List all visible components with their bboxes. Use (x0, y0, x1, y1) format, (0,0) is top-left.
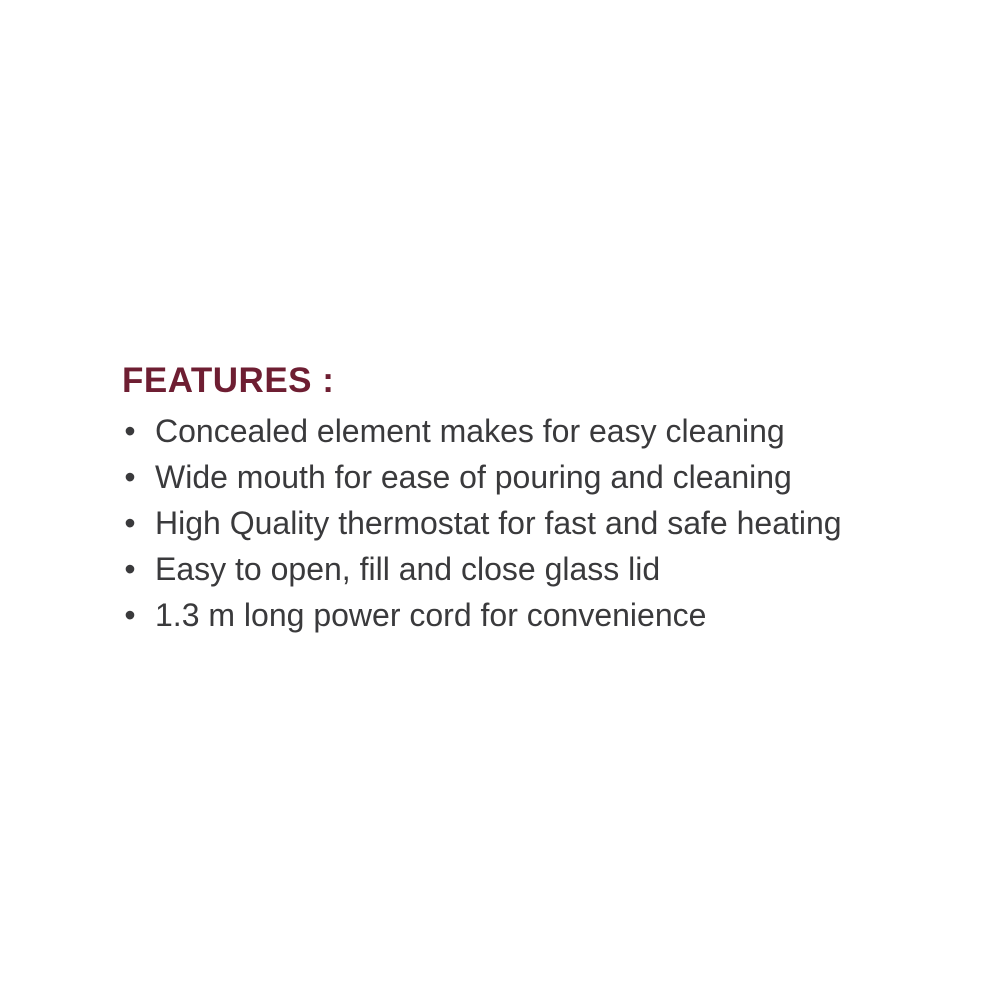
features-section (122, 356, 982, 638)
bullet-icon: • (124, 459, 136, 495)
feature-text: 1.3 m long power cord for convenience (155, 597, 707, 633)
list-item (122, 592, 982, 638)
list-item (122, 500, 982, 546)
list-item (122, 454, 982, 500)
feature-text: Wide mouth for ease of pouring and cleaning (155, 459, 792, 495)
list-item (122, 408, 982, 454)
bullet-icon: • (124, 505, 136, 541)
feature-text: High Quality thermostat for fast and safe heating (155, 505, 842, 541)
bullet-icon: • (124, 551, 136, 587)
feature-text: Easy to open, fill and close glass lid (155, 551, 661, 587)
list-item (122, 546, 982, 592)
bullet-icon: • (124, 413, 136, 449)
features-heading: FEATURES : (122, 361, 335, 400)
bullet-icon: • (124, 597, 136, 633)
feature-text: Concealed element makes for easy cleaning (155, 413, 785, 449)
features-list (122, 408, 982, 638)
